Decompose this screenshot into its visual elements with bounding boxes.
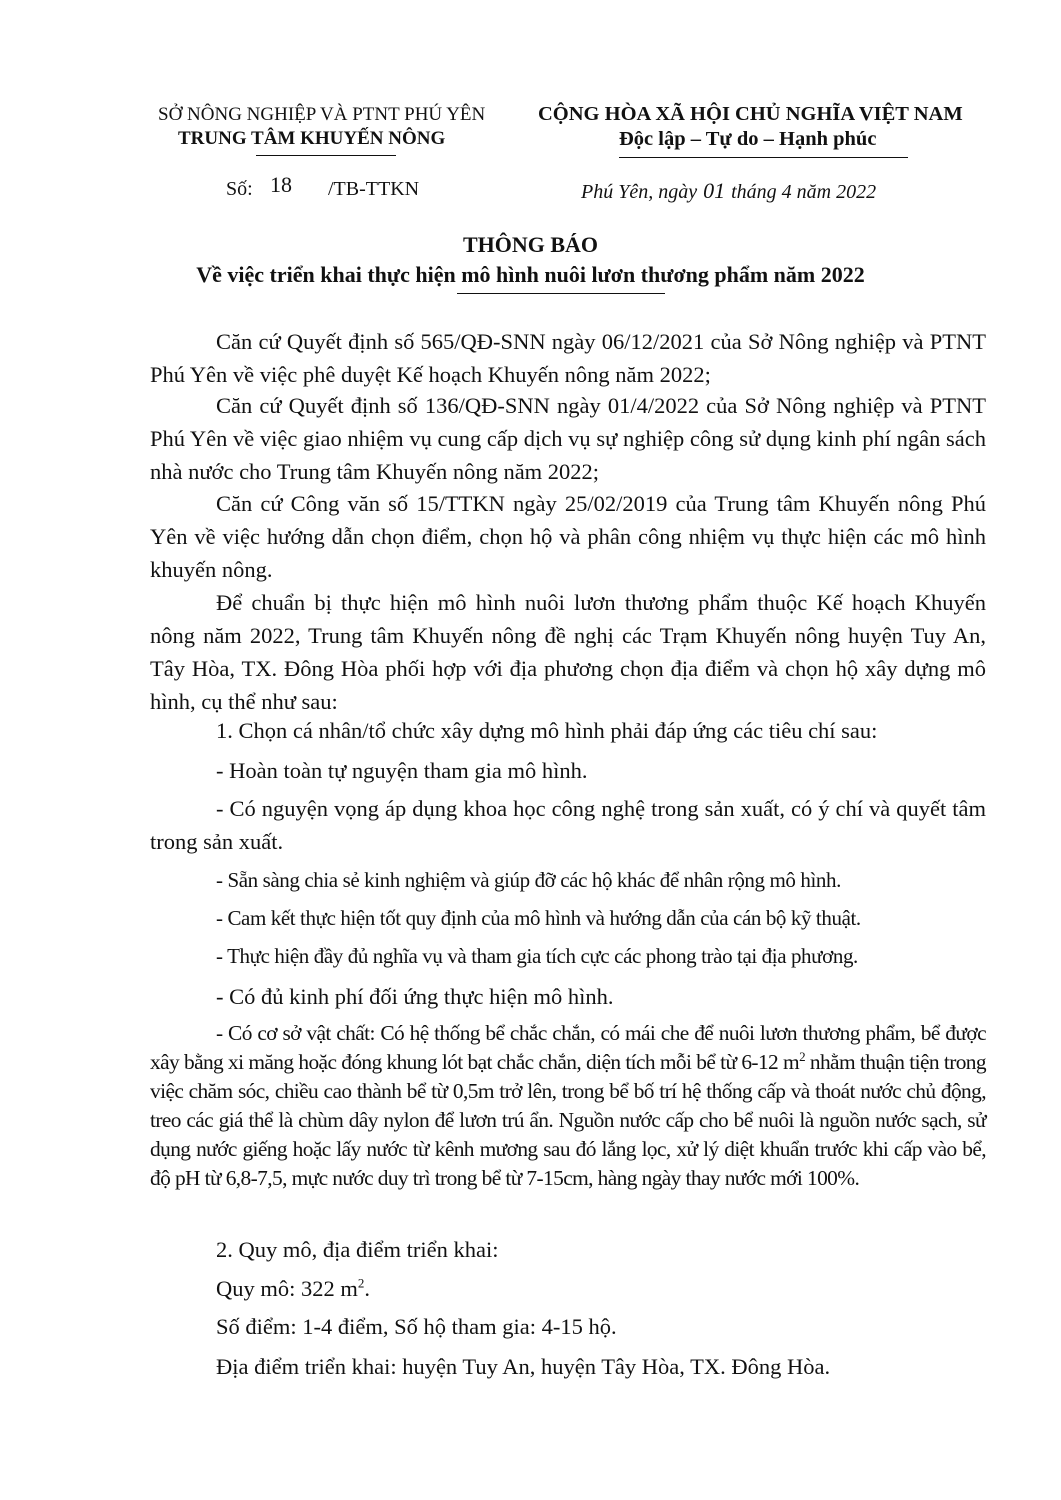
- criteria-facilities: [150, 1019, 986, 1193]
- date-suffix: tháng 4 năm 2022: [731, 181, 877, 203]
- paragraph-basis-2: Căn cứ Quyết định số 136/QĐ-SNN ngày 01/4/2022 của Sở Nông nghiệp và PTNT Phú Yên về việc giao nhiệm vụ cung cấp dịch vụ sự nghiệp công sử dụng kinh phí ngân sách nhà nước cho Trung tâm Khuyến nông năm 2022;: [150, 393, 986, 484]
- facilities-text-2: nhằm thuận tiện trong việc chăm sóc, chiều cao thành bể từ 0,5m trở lên, trong bể bố trí hệ thống cấp và thoát nước chủ động, treo các giá thể là chùm dây nylon để lươn trú ẩn. Nguồn nước cấp cho bể nuôi là nguồn nước sạch, sử dụng nước giếng hoặc lấy nước từ kênh mương sau đó lắng lọc, xử lý diệt khuẩn trước khi cấp vào bể, độ pH từ 6,8-7,5, mực nước duy trì trong bể từ 7-15cm, hàng ngày thay nước mới 100%.: [150, 1050, 986, 1190]
- paragraph-basis-3: Căn cứ Công văn số 15/TTKN ngày 25/02/2019 của Trung tâm Khuyến nông Phú Yên về việc hướng dẫn chọn điểm, chọn hộ và phân công nhiệm vụ thực hiện các mô hình khuyến nông.: [150, 491, 986, 582]
- criteria-item: - Thực hiện đầy đủ nghĩa vụ và tham gia tích cực các phong trào tại địa phương.: [216, 944, 858, 968]
- criteria-item: - Cam kết thực hiện tốt quy định của mô hình và hướng dẫn của cán bộ kỹ thuật.: [216, 906, 861, 930]
- doc-number-label: Số:: [226, 178, 253, 200]
- doc-code: /TB-TTKN: [328, 178, 420, 200]
- location-line: Địa điểm triển khai: huyện Tuy An, huyện Tây Hòa, TX. Đông Hòa.: [216, 1354, 831, 1379]
- section-scale: 2. Quy mô, địa điểm triển khai:: [216, 1237, 499, 1262]
- doc-number: 18: [270, 172, 292, 197]
- points-line: Số điểm: 1-4 điểm, Số hộ tham gia: 4-15 hộ.: [216, 1314, 617, 1339]
- section-criteria: 1. Chọn cá nhân/tổ chức xây dựng mô hình phải đáp ứng các tiêu chí sau:: [216, 718, 878, 743]
- motto-underline: [619, 157, 908, 158]
- date-day: 01: [703, 178, 726, 203]
- org-underline: [256, 155, 396, 156]
- criteria-item: - Có nguyện vọng áp dụng khoa học công nghệ trong sản xuất, có ý chí và quyết tâm trong sản xuất.: [150, 796, 986, 854]
- criteria-item: - Sẵn sàng chia sẻ kinh nghiệm và giúp đỡ các hộ khác để nhân rộng mô hình.: [216, 868, 841, 892]
- paragraph-basis-1: Căn cứ Quyết định số 565/QĐ-SNN ngày 06/12/2021 của Sở Nông nghiệp và PTNT Phú Yên về việc phê duyệt Kế hoạch Khuyến nông năm 2022;: [150, 329, 986, 387]
- national-motto: Độc lập – Tự do – Hạnh phúc: [619, 128, 877, 150]
- criteria-item: - Có đủ kinh phí đối ứng thực hiện mô hình.: [216, 984, 614, 1009]
- place-date: [581, 178, 876, 204]
- scale-line: [150, 1272, 986, 1305]
- facilities-text-1: - Có cơ sở vật chất: Có hệ thống bể chắc chắn, có mái che để nuôi lươn thương phẩm, bể được xây bằng xi măng hoặc đóng khung lót bạt chắc chắn, diện tích mỗi bể từ 6-12 m: [150, 1021, 986, 1074]
- title-underline: [457, 293, 665, 294]
- doc-title: THÔNG BÁO: [462, 232, 599, 257]
- org-parent-name: SỞ NÔNG NGHIỆP VÀ PTNT PHÚ YÊN: [158, 104, 486, 125]
- criteria-item: - Hoàn toàn tự nguyện tham gia mô hình.: [216, 758, 588, 783]
- date-prefix: Phú Yên, ngày: [581, 181, 698, 203]
- scale-text: Quy mô: 322 m: [216, 1276, 358, 1301]
- national-title: CỘNG HÒA XÃ HỘI CHỦ NGHĨA VIỆT NAM: [538, 103, 963, 125]
- org-name: TRUNG TÂM KHUYẾN NÔNG: [178, 128, 446, 149]
- scale-end: .: [364, 1276, 371, 1301]
- superscript: 2: [799, 1048, 805, 1064]
- doc-subtitle: Về việc triển khai thực hiện mô hình nuôi lươn thương phẩm năm 2022: [196, 262, 865, 287]
- paragraph-intro: Để chuẩn bị thực hiện mô hình nuôi lươn thương phẩm thuộc Kế hoạch Khuyến nông năm 2022, Trung tâm Khuyến nông đề nghị các Trạm Khuyến nông huyện Tuy An, Tây Hòa, TX. Đông Hòa phối hợp với địa phương chọn địa điểm và chọn hộ xây dựng mô hình, cụ thể như sau:: [150, 590, 986, 714]
- superscript: 2: [357, 1275, 365, 1291]
